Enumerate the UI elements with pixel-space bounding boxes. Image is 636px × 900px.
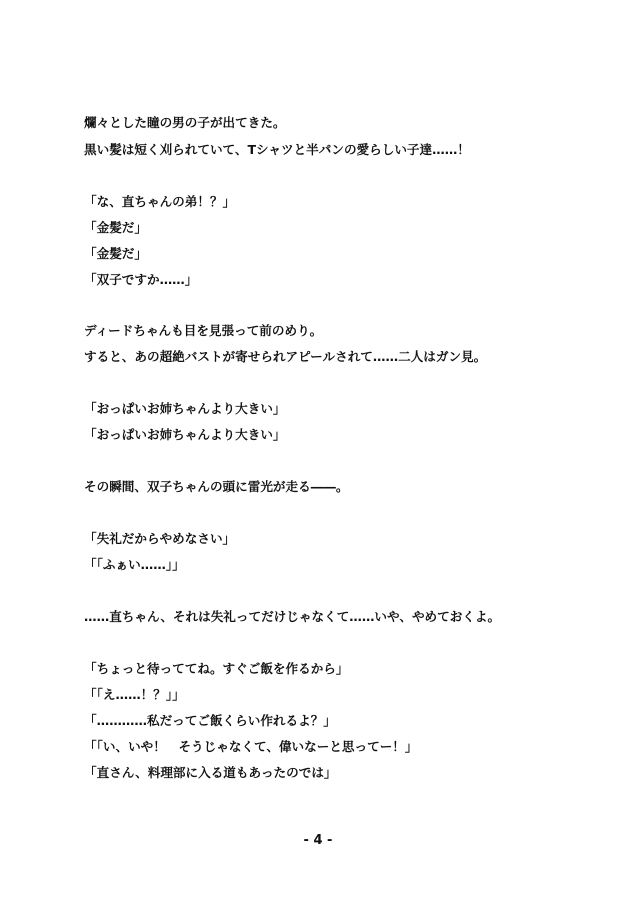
dialogue-line: 「「え……！？」」 (84, 687, 185, 702)
text-line: ディードちゃんも目を見張って前のめり。 (84, 323, 323, 338)
dialogue-line: 「双子ですか……」 (84, 272, 198, 287)
dialogue-line: 「おっぱいお姉ちゃんより大きい」 (84, 401, 286, 416)
dialogue-line: 「金髪だ」 (84, 220, 147, 235)
dialogue-line: 「…………私だってご飯くらい作れるよ？」 (84, 713, 336, 728)
text-line: すると、あの超絶バストが寄せられアピールされて……二人はガン見。 (84, 349, 487, 364)
page-number: - 4 - (303, 833, 333, 848)
text-line: 爛々とした瞳の男の子が出てきた。 (84, 115, 286, 130)
dialogue-line: 「おっぱいお姉ちゃんより大きい」 (84, 427, 286, 442)
dialogue-line: 「「い、いや！ そうじゃなくて、偉いなーと思ってー！」 (84, 739, 418, 754)
text-line: 黒い髪は短く刈られていて、Tシャツと半パンの愛らしい子達……！ (84, 142, 470, 157)
text-line: その瞬間、双子ちゃんの頭に雷光が走る――。 (84, 479, 349, 494)
dialogue-line: 「失礼だからやめなさい」 (84, 531, 236, 546)
dialogue-line: 「な、直ちゃんの弟！？」 (84, 194, 236, 209)
dialogue-line: 「ちょっと待っててね。すぐご飯を作るから」 (84, 661, 349, 676)
text-line: ……直ちゃん、それは失礼ってだけじゃなくて……いや、やめておくよ。 (84, 609, 501, 624)
dialogue-line: 「「ふぁい……」」 (84, 557, 185, 572)
dialogue-line: 「金髪だ」 (84, 246, 147, 261)
dialogue-line: 「直さん、料理部に入る道もあったのでは」 (84, 765, 337, 780)
